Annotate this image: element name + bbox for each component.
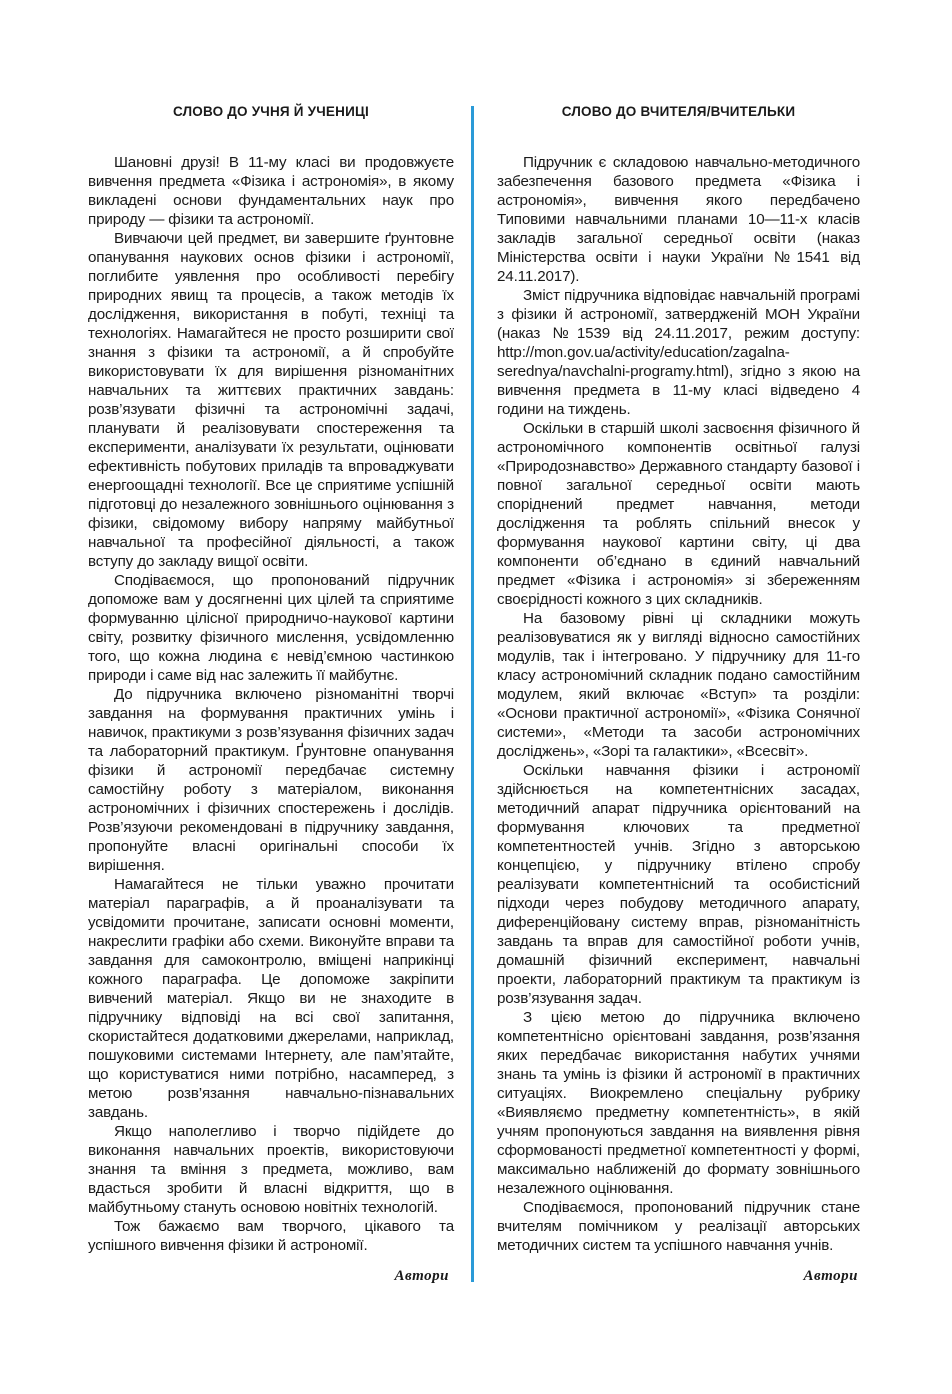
- student-paragraph: До підручника включено різноманітні творчі завдання на формування практичних умінь і навичок, практикуми з розв’язування фізичних задач та лабораторний практикум. Ґрунтовне опанування фізики й астрономії передбачає системну самостійну роботу з матеріалом, виконання астрономічних і фізичних спостережень і дослідів. Розв’язуючи рекомендовані в підручнику завдання, пропонуйте власні оригінальні способи їх вирішення.: [88, 686, 454, 874]
- student-paragraph: Вивчаючи цей предмет, ви завершите ґрунтовне опанування наукових основ фізики і астрономії, поглибите уявлення про особливості перебігу природних явищ та процесів, а також методів їх дослідження, використання в побуті, техніці та технологіях. Намагайтеся не просто розширити свої знання з фізики та астрономії, а й спробуйте використовувати їх для вирішення різноманітних навчальних та життєвих практичних завдань: розв’язувати фізичні та астрономічні задачі, планувати й реалізовувати спостереження та експерименти, аналізувати їх результати, оцінювати ефективність побутових приладів та впроваджувати енергоощадні технології. Все це сприятиме успішній підготовці до незалежного зовнішнього оцінювання з фізики, свідомому вибору напряму майбутньої навчальної та професійної діяльності, а також вступу до закладу вищої освіти.: [88, 230, 454, 570]
- teacher-paragraph: Підручник є складовою навчально-методичного забезпечення базового предмета «Фізика і астрономія», вивчення якого передбачено Типовими навчальними планами 10—11-х класів закладів загальної середньої освіти (наказ Міністерства освіти і науки України №1541 від 24.11.2017).: [497, 154, 860, 285]
- student-paragraph: Тож бажаємо вам творчого, цікавого та успішного вивчення фізики й астрономії.: [88, 1218, 454, 1254]
- student-section-title: СЛОВО ДО УЧНЯ Й УЧЕНИЦІ: [172, 104, 369, 119]
- teacher-paragraph: Зміст підручника відповідає навчальній програмі з фізики й астрономії, затвердженій МОН України (наказ №1539 від 24.11.2017, режим доступу: http://mon.gov.ua/activity/education/zagalna-serednya/navchalni-programy.html), згідно з якою на вивчення предмета в 11-му класі відведено 4 години на тиждень.: [497, 287, 860, 418]
- teacher-paragraph: На базовому рівні ці складники можуть реалізовуватися як у вигляді відносно самостійних модулів, так і інтегровано. У підручнику для 11-го класу астрономічний складник подано самостійним модулем, який включає «Вступ» та розділи: «Основи практичної астрономії», «Фізика Сонячної системи», «Методи та засоби астрономічних досліджень», «Зорі та галактики», «Всесвіт».: [497, 610, 860, 760]
- student-paragraph: Намагайтеся не тільки уважно прочитати матеріал параграфів, а й проаналізувати та усвідомити прочитане, записати основні моменти, накреслити графіки або схеми. Виконуйте вправи та завдання для самоконтролю, вміщені наприкінці кожного параграфа. Це допоможе закріпити вивчений матеріал. Якщо ви не знаходите в підручнику відповіді на всі свої запитання, скористайтеся додатковими джерелами, наприклад, пошуковими системами Інтернету, але пам’ятайте, що користуватися ними потрібно, насамперед, з метою розв’язання навчально-пізнавальних завдань.: [88, 876, 454, 1121]
- student-section-signature: Автори: [394, 1268, 449, 1284]
- teacher-section-title: СЛОВО ДО ВЧИТЕЛЯ/ВЧИТЕЛЬКИ: [561, 104, 796, 119]
- teacher-paragraph: Оскільки навчання фізики і астрономії здійснюється на компетентнісних засадах, методичний апарат підручника орієнтований на формування ключових та предметної компетентностей учнів. Згідно з авторською концепцією, у підручнику втілено спробу реалізувати компетентнісний та особистісний підходи через побудову методичного апарату, диференційовану систему вправ, різноманітність завдань та вправ для самостійної роботи учнів, домашній фізичний експеримент, навчальні проекти, лабораторний практикум та практикум із розв’язування задач.: [497, 762, 860, 1007]
- teacher-paragraph: З цією метою до підручника включено компетентнісно орієнтовані завдання, розв’язання яких передбачає використання набутих учнями знань та умінь із фізики й астрономії в практичних ситуаціях. Виокремлено спеціальну рубрику «Виявляємо предметну компетентність», в якій учням пропонуються завдання на виявлення рівня сформованості предметної компетентності у формі, максимально наближеній до формату зовнішнього незалежного оцінювання.: [497, 1009, 860, 1197]
- teacher-paragraph: Оскільки в старшій школі засвоєння фізичного й астрономічного компонентів освітньої галузі «Природознавство» Державного стандарту базової і повної загальної середньої освіти мають споріднений предмет навчання, методи дослідження та роблять спільний внесок у формування наукової картини світу, ці два компоненти об’єднано в єдиний навчальний предмет «Фізика і астрономія» зі збереженням своєрідності кожного з цих складників.: [497, 420, 860, 608]
- student-paragraph: Якщо наполегливо і творчо підійдете до виконання навчальних проектів, використовуючи знання та вміння з предмета, можливо, вам вдасться зробити й власні відкриття, що в майбутньому стануть основою новітніх технологій.: [88, 1123, 454, 1216]
- teacher-section-signature: Автори: [803, 1268, 858, 1284]
- student-section: [88, 104, 454, 1255]
- student-paragraph: Сподіваємося, що пропонований підручник допоможе вам у досягненні цих цілей та сприятиме формуванню цілісної природничо-наукової картини світу, розвитку фізичного мислення, усвідомленню того, що кожна людина є невід’ємною частинкою природи і саме від нас залежить її майбутнє.: [88, 572, 454, 684]
- student-paragraph: Шановні друзі! В 11-му класі ви продовжуєте вивчення предмета «Фізика і астрономія», в якому викладені основи фундаментальних наук про природу — фізики та астрономії.: [88, 154, 454, 228]
- teacher-section: [497, 104, 860, 1255]
- teacher-paragraph: Сподіваємося, пропонований підручник стане вчителям помічником у реалізації авторських методичних систем та успішного навчання учнів.: [497, 1199, 860, 1254]
- column-divider: [471, 106, 474, 1282]
